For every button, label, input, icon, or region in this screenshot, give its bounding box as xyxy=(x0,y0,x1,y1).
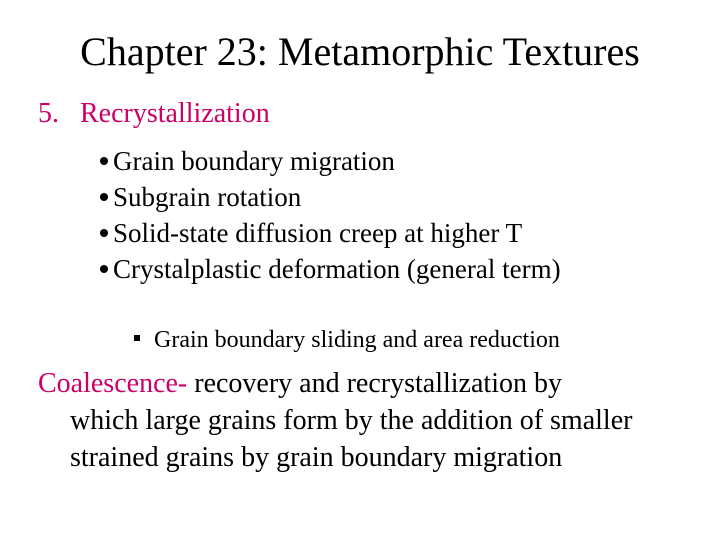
section-title: Recrystallization xyxy=(80,98,270,129)
bullet-dot-icon xyxy=(100,157,108,165)
bullet-text: Subgrain rotation xyxy=(113,182,302,212)
square-bullet-icon xyxy=(134,335,140,341)
section-number: 5. xyxy=(38,98,59,129)
slide-title: Chapter 23: Metamorphic Textures xyxy=(80,29,640,74)
paragraph-line-3: strained grains by grain boundary migration xyxy=(70,442,563,473)
bullet-text: Solid-state diffusion creep at higher T xyxy=(113,218,523,248)
bullet-list xyxy=(100,143,561,287)
definition-text: recovery and recrystallization by xyxy=(187,368,562,399)
section-heading xyxy=(38,96,270,132)
bullet-item xyxy=(100,251,561,287)
bullet-dot-icon xyxy=(100,265,108,273)
sub-bullet-item xyxy=(134,324,560,356)
bullet-text: Crystalplastic deformation (general term) xyxy=(113,254,561,284)
paragraph-line-1 xyxy=(38,365,718,402)
bullet-dot-icon xyxy=(100,229,108,237)
definition-paragraph xyxy=(38,365,718,476)
bullet-item xyxy=(100,215,561,251)
bullet-item xyxy=(100,143,561,179)
bullet-item xyxy=(100,179,561,215)
bullet-dot-icon xyxy=(100,193,108,201)
paragraph-line-2: which large grains form by the addition of smaller xyxy=(70,405,633,436)
sub-bullet-text: Grain boundary sliding and area reduction xyxy=(154,327,560,353)
bullet-text: Grain boundary migration xyxy=(113,146,395,176)
defined-term: Coalescence- xyxy=(38,368,188,399)
